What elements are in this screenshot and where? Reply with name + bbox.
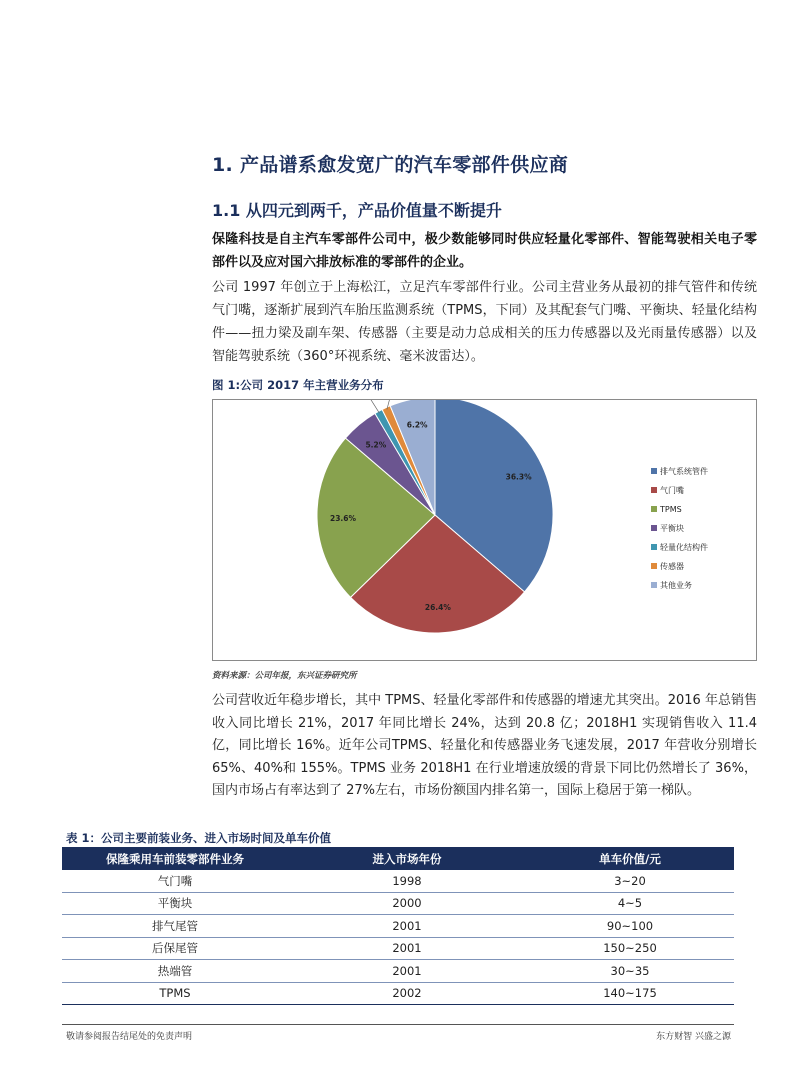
- legend-swatch-3: [651, 525, 657, 531]
- legend-swatch-0: [651, 468, 657, 474]
- legend-label-0: 排气系统管件: [660, 467, 708, 476]
- pie-leader-line-4: [367, 400, 379, 413]
- pie-data-label-6: 6.2%: [406, 420, 428, 430]
- table-cell: 热端管: [62, 960, 288, 983]
- table-row: [62, 915, 734, 938]
- table-row: [62, 960, 734, 983]
- subsection-title: 1.1 从四元到两千，产品价值量不断提升: [212, 201, 502, 220]
- table-row: [62, 982, 734, 1005]
- table-cell: 排气尾管: [62, 915, 288, 938]
- table-cell: 90~100: [526, 915, 734, 938]
- table-header-cell: 进入市场年份: [288, 847, 526, 870]
- table-cell: 30~35: [526, 960, 734, 983]
- table-header-cell: 保隆乘用车前装零部件业务: [62, 847, 288, 870]
- legend-swatch-2: [651, 506, 657, 512]
- footer-slogan: 东方财智 兴盛之源: [656, 1032, 731, 1042]
- legend-label-3: 平衡块: [660, 524, 684, 533]
- footer-divider: [62, 1024, 734, 1025]
- pie-data-label-2: 23.6%: [329, 513, 357, 523]
- company-history-paragraph: 公司 1997 年创立于上海松江，立足汽车零部件行业。公司主营业务从最初的排气管件和传统气门嘴，逐渐扩展到汽车胎压监测系统（TPMS，下同）及其配套气门嘴、平衡块、轻量化结构件——扭力梁及副车架、传感器（主要是动力总成相关的压力传感器以及光雨量传感器）以及智能驾驶系统（360°环视系统、毫米波雷达）。: [212, 280, 757, 364]
- legend-swatch-4: [651, 544, 657, 550]
- business-table: [62, 847, 734, 1005]
- table-cell: 1998: [288, 870, 526, 892]
- legend-label-4: 轻量化结构件: [660, 543, 708, 552]
- table-cell: TPMS: [62, 982, 288, 1005]
- pie-data-label-0: 36.3%: [505, 472, 532, 482]
- table-row: [62, 870, 734, 892]
- footer-disclaimer: 敬请参阅报告结尾处的免责声明: [66, 1032, 193, 1042]
- revenue-growth-paragraph: 公司营收近年稳步增长，其中 TPMS、轻量化零部件和传感器的增速尤其突出。2016 年总销售收入同比增长 21%，2017 年同比增长 24%，达到 20.8 亿；2018H1 实现销售收入 11.4 亿，同比增长 16%。近年公司TPMS、轻量化和传感器业务飞速发展，2017 年营收分别增长 65%、40%和 155%。TPMS 业务 2018H1 在行业增速放缓的背景下同比仍然增长了 36%，国内市场占有率达到了 27%左右，市场份额国内排名第一，国际上稳居于第一梯队。: [212, 693, 757, 798]
- legend-swatch-1: [651, 487, 657, 493]
- table-cell: 150~250: [526, 937, 734, 960]
- table-header-cell: 单车价值/元: [526, 847, 734, 870]
- figure-caption: 图 1:公司 2017 年主营业务分布: [212, 378, 384, 392]
- pie-chart: [213, 400, 756, 660]
- legend-swatch-5: [651, 563, 657, 569]
- table-row: [62, 892, 734, 915]
- table-cell: 2000: [288, 892, 526, 915]
- table-cell: 平衡块: [62, 892, 288, 915]
- legend-label-2: TPMS: [660, 505, 682, 514]
- bold-summary-paragraph: 保隆科技是自主汽车零部件公司中，极少数能够同时供应轻量化零部件、智能驾驶相关电子零部件以及应对国六排放标准的零部件的企业。: [212, 232, 757, 270]
- table-row: [62, 937, 734, 960]
- pie-data-label-1: 26.4%: [424, 602, 451, 612]
- legend-swatch-6: [651, 582, 657, 588]
- pie-data-label-3: 5.2%: [365, 440, 387, 450]
- pie-chart-frame: [212, 399, 757, 661]
- figure-source: 资料来源：公司年报，东兴证券研究所: [212, 671, 357, 681]
- table-cell: 2002: [288, 982, 526, 1005]
- table-cell: 2001: [288, 915, 526, 938]
- table-cell: 后保尾管: [62, 937, 288, 960]
- table-cell: 4~5: [526, 892, 734, 915]
- table-caption: 表 1：公司主要前装业务、进入市场时间及单车价值: [66, 831, 332, 845]
- table-cell: 气门嘴: [62, 870, 288, 892]
- table-cell: 2001: [288, 937, 526, 960]
- legend-label-5: 传感器: [660, 562, 684, 571]
- table-header-row: [62, 847, 734, 870]
- legend-label-6: 其他业务: [660, 581, 692, 590]
- table-cell: 140~175: [526, 982, 734, 1005]
- legend-label-1: 气门嘴: [660, 486, 684, 495]
- table-cell: 3~20: [526, 870, 734, 892]
- section-title: 1. 产品谱系愈发宽广的汽车零部件供应商: [212, 154, 569, 176]
- table-cell: 2001: [288, 960, 526, 983]
